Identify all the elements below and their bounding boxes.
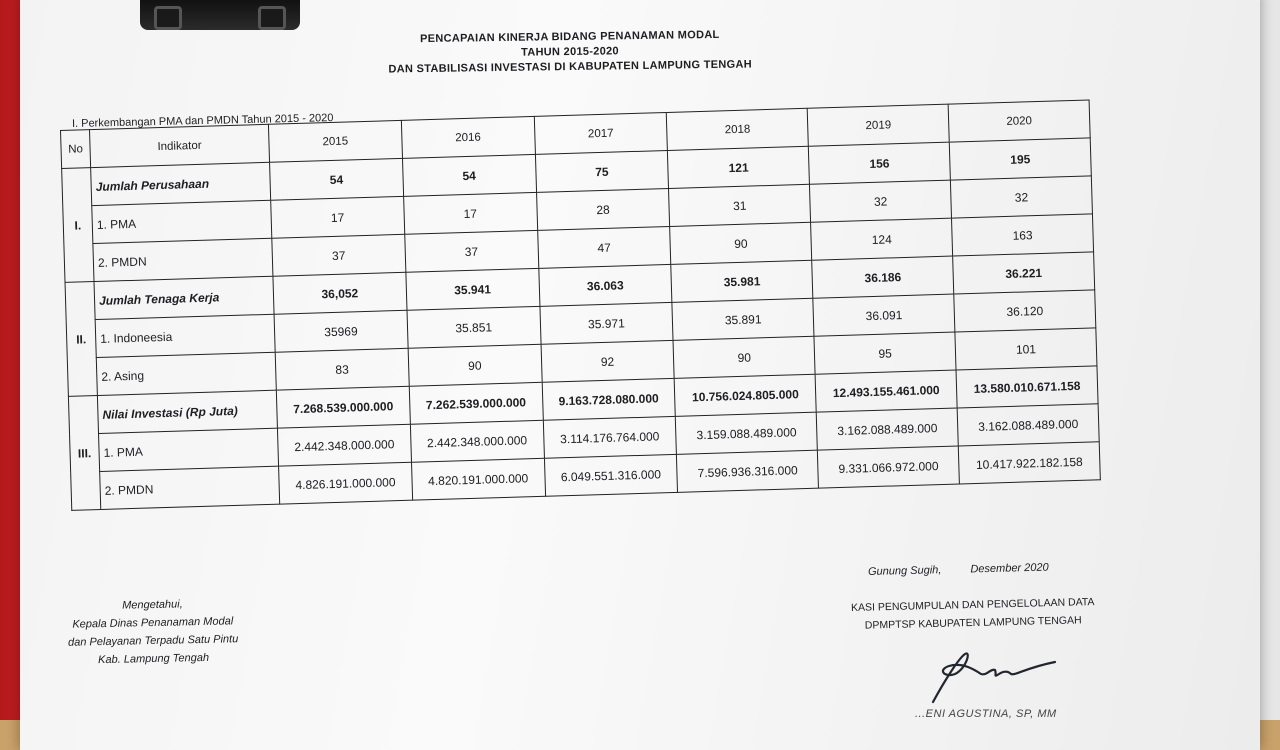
value-cell: 35969 — [274, 310, 408, 352]
group-number: II. — [65, 282, 97, 397]
value-cell: 95 — [814, 332, 956, 374]
value-cell: 36.120 — [954, 290, 1096, 332]
header-2019: 2019 — [807, 104, 949, 146]
value-cell: 9.331.066.972.000 — [818, 446, 960, 488]
header-2017: 2017 — [534, 112, 668, 154]
header-2018: 2018 — [667, 108, 809, 150]
header-2020: 2020 — [948, 100, 1090, 142]
section-label: I. Perkembangan PMA dan PMDN Tahun 2015 - 2020 — [71, 112, 334, 130]
right-sign-line-2: DPMPTSP KABUPATEN LAMPUNG TENGAH — [864, 614, 1082, 632]
indicator-label: Nilai Investasi (Rp Juta) — [97, 390, 277, 433]
value-cell: 9.163.728.080.000 — [542, 378, 676, 420]
investment-table — [60, 99, 1101, 510]
value-cell: 10.417.922.182.158 — [958, 442, 1100, 484]
indicator-label: 1. PMA — [99, 428, 279, 471]
value-cell: 7.262.539.000.000 — [409, 382, 543, 424]
left-sign-line-3: dan Pelayanan Terpadu Satu Pintu — [67, 633, 239, 649]
value-cell: 3.162.088.489.000 — [816, 408, 958, 450]
value-cell: 10.756.024.805.000 — [674, 374, 816, 416]
value-cell: 36.091 — [813, 294, 955, 336]
value-cell: 195 — [949, 138, 1091, 180]
value-cell: 17 — [403, 192, 537, 234]
value-cell: 101 — [955, 328, 1097, 370]
right-sign-line-1: KASI PENGUMPULAN DAN PENGELOLAAN DATA — [850, 596, 1095, 614]
value-cell: 124 — [811, 218, 953, 260]
left-signature-block — [47, 594, 258, 670]
value-cell: 36.186 — [812, 256, 954, 298]
value-cell: 35.851 — [407, 306, 541, 348]
value-cell: 31 — [669, 184, 811, 226]
value-cell: 6.049.551.316.000 — [544, 454, 678, 496]
value-cell: 36.221 — [953, 252, 1095, 294]
value-cell: 28 — [536, 188, 670, 230]
header-2016: 2016 — [401, 116, 535, 158]
indicator-label: Jumlah Tenaga Kerja — [94, 276, 274, 319]
place: Gunung Sugih, — [867, 564, 942, 578]
binder-clip — [140, 0, 300, 30]
value-cell: 7.268.539.000.000 — [276, 386, 410, 428]
value-cell: 54 — [402, 154, 536, 196]
value-cell: 121 — [668, 146, 810, 188]
value-cell: 17 — [271, 196, 405, 238]
value-cell: 3.159.088.489.000 — [676, 412, 818, 454]
value-cell: 4.820.191.000.000 — [411, 458, 545, 500]
value-cell: 32 — [810, 180, 952, 222]
value-cell: 35.891 — [672, 298, 814, 340]
indicator-label: 2. PMDN — [93, 238, 273, 281]
clip-ring-right — [258, 6, 286, 30]
table-container — [60, 99, 1121, 511]
value-cell: 13.580.010.671.158 — [956, 366, 1098, 408]
value-cell: 7.596.936.316.000 — [677, 450, 819, 492]
left-sign-line-4: Kab. Lampung Tengah — [97, 651, 210, 667]
value-cell: 3.162.088.489.000 — [957, 404, 1099, 446]
title-line-3: DAN STABILISASI INVESTASI DI KABUPATEN LAMPUNG TENGAH — [388, 58, 752, 76]
value-cell: 75 — [535, 150, 669, 192]
left-sign-line-2: Kepala Dinas Penanaman Modal — [72, 615, 234, 631]
title-line-1: PENCAPAIAN KINERJA BIDANG PENANAMAN MODAL — [419, 28, 720, 46]
value-cell: 54 — [270, 158, 404, 200]
header-indikator: Indikator — [90, 124, 270, 167]
value-cell: 35.941 — [406, 268, 540, 310]
indicator-label: 2. PMDN — [100, 466, 280, 509]
indicator-label: Jumlah Perusahaan — [91, 162, 271, 205]
value-cell: 36,052 — [273, 272, 407, 314]
value-cell: 90 — [670, 222, 812, 264]
document-title — [330, 27, 811, 79]
value-cell: 83 — [275, 348, 409, 390]
value-cell: 163 — [952, 214, 1094, 256]
value-cell: 35.971 — [539, 302, 673, 344]
value-cell: 92 — [541, 340, 675, 382]
header-no: No — [61, 130, 91, 169]
value-cell: 90 — [408, 344, 542, 386]
indicator-label: 1. Indoneesia — [95, 314, 275, 357]
value-cell: 32 — [950, 176, 1092, 218]
value-cell: 37 — [272, 234, 406, 276]
value-cell: 3.114.176.764.000 — [543, 416, 677, 458]
value-cell: 35.981 — [671, 260, 813, 302]
signer-name: ...ENI AGUSTINA, SP, MM — [915, 708, 1057, 720]
header-2015: 2015 — [268, 120, 402, 162]
date: Desember 2020 — [970, 561, 1049, 576]
clip-ring-left — [154, 6, 182, 30]
indicator-label: 1. PMA — [92, 200, 272, 243]
table-body — [62, 138, 1101, 510]
indicator-label: 2. Asing — [96, 352, 276, 395]
value-cell: 37 — [405, 230, 539, 272]
value-cell: 156 — [809, 142, 951, 184]
value-cell: 2.442.348.000.000 — [410, 420, 544, 462]
group-number: I. — [62, 168, 94, 283]
value-cell: 36.063 — [538, 264, 672, 306]
value-cell: 47 — [537, 226, 671, 268]
handwritten-signature-icon — [915, 640, 1065, 710]
title-line-2: TAHUN 2015-2020 — [520, 45, 619, 59]
right-signature-block — [848, 593, 1099, 635]
value-cell: 90 — [673, 336, 815, 378]
group-number: III. — [68, 396, 100, 511]
left-sign-line-1: Mengetahui, — [122, 598, 183, 612]
value-cell: 12.493.155.461.000 — [815, 370, 957, 412]
value-cell: 4.826.191.000.000 — [279, 462, 413, 504]
value-cell: 2.442.348.000.000 — [277, 424, 411, 466]
